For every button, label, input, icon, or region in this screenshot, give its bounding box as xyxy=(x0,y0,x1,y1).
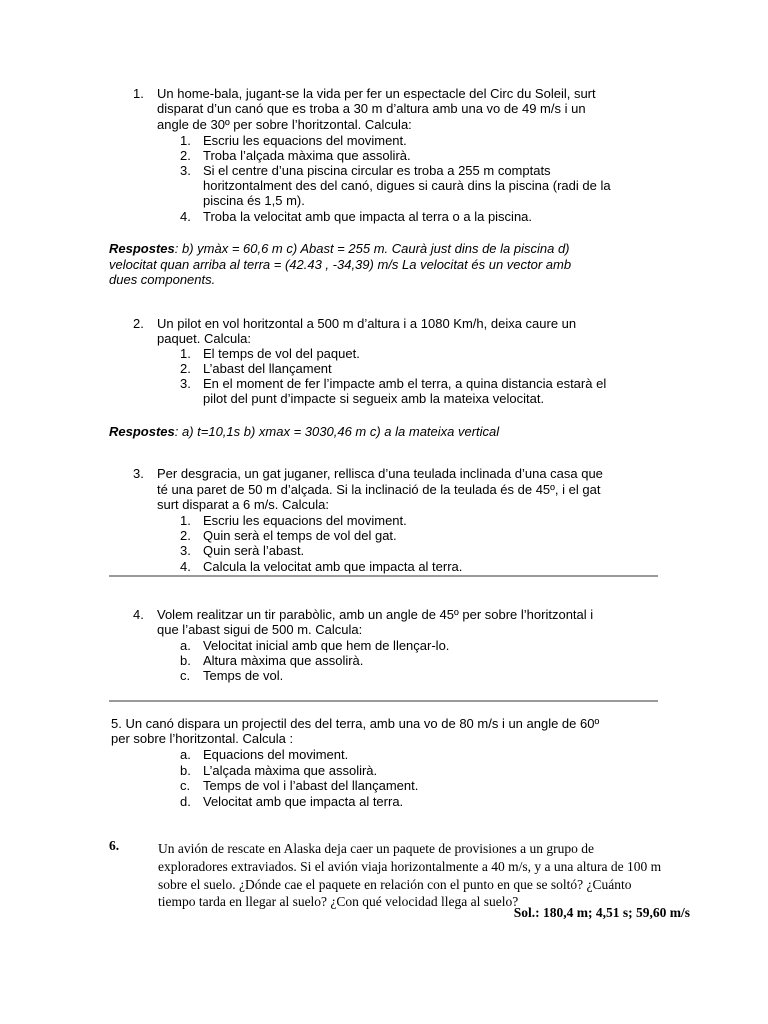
list-marker: 3. xyxy=(180,376,191,391)
problem-text-line: exploradores extraviados. Si el avión viaja horizontalmente a 40 m/s, y a una altura de 100 m xyxy=(158,859,662,874)
problem-text-line: Un pilot en vol horitzontal a 500 m d’altura i a 1080 Km/h, deixa caure un xyxy=(157,316,577,331)
answers-line: velocitat quan arriba al terra = (42.43 , -34,39) m/s La velocitat és un vector amb xyxy=(109,257,572,272)
list-item: L’alçada màxima que assolirà. xyxy=(203,763,378,778)
list-marker: 2. xyxy=(180,148,191,163)
problem-text-line: Per desgracia, un gat juganer, rellisca d’una teulada inclinada d’una casa que xyxy=(157,466,603,481)
list-marker: 2. xyxy=(180,528,191,543)
problem-text-line: que l’abast sigui de 500 m. Calcula: xyxy=(157,622,363,637)
list-item: Velocitat amb que impacta al terra. xyxy=(203,794,404,809)
list-item: Si el centre d’una piscina circular es troba a 255 m comptats xyxy=(203,163,551,178)
problem-number: 6. xyxy=(109,838,120,853)
list-marker: a. xyxy=(180,638,191,653)
problem-text-line: té una paret de 50 m d’alçada. Si la inclinació de la teulada és de 45º, i el gat xyxy=(157,482,601,497)
list-marker: 3. xyxy=(180,543,191,558)
list-item: Equacions del moviment. xyxy=(203,747,349,762)
list-item: Escriu les equacions del moviment. xyxy=(203,513,407,528)
solution-text: Sol.: 180,4 m; 4,51 s; 59,60 m/s xyxy=(513,905,690,920)
answers-label: Respostes xyxy=(109,424,175,439)
list-item: Troba la velocitat amb que impacta al terra o a la piscina. xyxy=(203,209,533,224)
problem-text-line: Volem realitzar un tir parabòlic, amb un angle de 45º per sobre l’horitzontal i xyxy=(157,607,594,622)
list-item: Temps de vol. xyxy=(203,668,284,683)
answers-line: dues components. xyxy=(109,272,216,287)
list-item: pilot del punt d’impacte si segueix amb la mateixa velocitat. xyxy=(203,391,545,406)
list-marker: 4. xyxy=(180,559,191,574)
list-marker: 1. xyxy=(180,133,191,148)
answers-text: : b) ymàx = 60,6 m c) Abast = 255 m. Caurà just dins de la piscina d) xyxy=(174,241,570,256)
problem-text-line: paquet. Calcula: xyxy=(157,331,251,346)
list-item: Temps de vol i l’abast del llançament. xyxy=(203,778,419,793)
list-marker: c. xyxy=(180,778,191,793)
list-marker: 4. xyxy=(180,209,191,224)
list-item: Velocitat inicial amb que hem de llençar-lo. xyxy=(203,638,450,653)
list-item: horitzontalment des del canó, digues si caurà dins la piscina (radi de la xyxy=(203,178,611,193)
problem-number: 3. xyxy=(133,466,144,481)
list-item: Escriu les equacions del moviment. xyxy=(203,133,407,148)
list-marker: 1. xyxy=(180,346,191,361)
problem-text-line: disparat d’un canó que es troba a 30 m d’altura amb una vo de 49 m/s i un xyxy=(157,101,586,116)
answers-text: : a) t=10,1s b) xmax = 3030,46 m c) a la mateixa vertical xyxy=(174,424,500,439)
list-item: piscina és 1,5 m). xyxy=(203,193,305,208)
list-item: Altura màxima que assolirà. xyxy=(203,653,364,668)
problem-text-line: 5. Un canó dispara un projectil des del terra, amb una vo de 80 m/s i un angle de 60º xyxy=(111,716,600,731)
list-marker: c. xyxy=(180,668,191,683)
divider xyxy=(109,700,658,702)
list-marker: 2. xyxy=(180,361,191,376)
problem-text-line: tiempo tarda en llegar al suelo? ¿Con qué velocidad llega al suelo? xyxy=(158,894,519,909)
list-item: Troba l’alçada màxima que assolirà. xyxy=(203,148,411,163)
list-item: El temps de vol del paquet. xyxy=(203,346,360,361)
problem-text-line: surt disparat a 6 m/s. Calcula: xyxy=(157,497,329,512)
answers-line xyxy=(109,424,499,439)
answers-label: Respostes xyxy=(109,241,175,256)
list-marker: d. xyxy=(180,794,191,809)
list-marker: 3. xyxy=(180,163,191,178)
problem-number: 1. xyxy=(133,86,144,101)
problem-number: 2. xyxy=(133,316,144,331)
list-item: L’abast del llançament xyxy=(203,361,332,376)
list-item: Quin serà l’abast. xyxy=(203,543,305,558)
problem-text-line: sobre el suelo. ¿Dónde cae el paquete en relación con el punto en que se soltó? ¿Cuánto xyxy=(158,877,632,892)
problem-text-line: angle de 30º per sobre l’horitzontal. Calcula: xyxy=(157,117,412,132)
list-marker: b. xyxy=(180,653,191,668)
list-marker: 1. xyxy=(180,513,191,528)
answers-line xyxy=(109,241,570,256)
list-item: Calcula la velocitat amb que impacta al terra. xyxy=(203,559,463,574)
problem-text-line: per sobre l’horitzontal. Calcula : xyxy=(111,731,294,746)
problem-text-line: Un home-bala, jugant-se la vida per fer un espectacle del Circ du Soleil, surt xyxy=(157,86,596,101)
list-item: Quin serà el temps de vol del gat. xyxy=(203,528,397,543)
list-marker: b. xyxy=(180,763,191,778)
divider xyxy=(109,575,658,577)
problem-text-line: Un avión de rescate en Alaska deja caer un paquete de provisiones a un grupo de xyxy=(158,841,594,856)
list-item: En el moment de fer l’impacte amb el terra, a quina distancia estarà el xyxy=(203,376,607,391)
list-marker: a. xyxy=(180,747,191,762)
problem-number: 4. xyxy=(133,607,144,622)
